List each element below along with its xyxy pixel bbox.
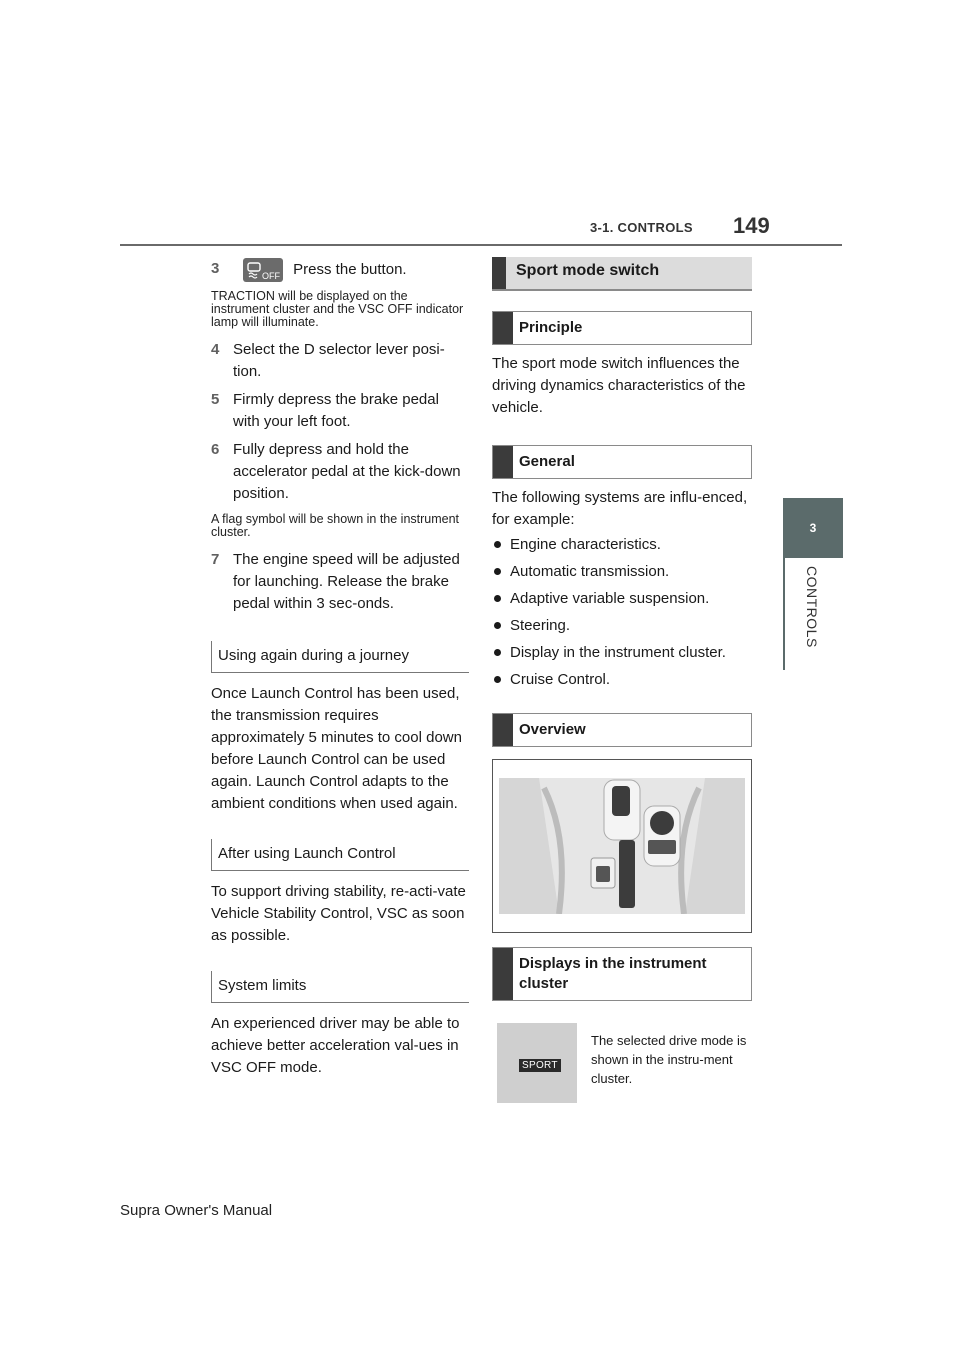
page-number: 149: [733, 213, 770, 238]
heading-marker: [493, 714, 513, 746]
list-item: Engine characteristics.: [492, 531, 752, 558]
section-title-text: Sport mode switch: [516, 262, 660, 279]
influenced-systems-list: [492, 531, 752, 693]
step-text: Select the D selector lever posi-tion.: [233, 341, 445, 380]
section-title-sport-mode: [492, 257, 752, 291]
display-row: [492, 1023, 752, 1103]
step-text: The engine speed will be adjusted for launching. Release the brake pedal within 3 sec-onds.: [233, 551, 460, 612]
overview-figure: [492, 759, 752, 933]
step-6: [211, 439, 469, 505]
heading-principle: [492, 311, 752, 345]
heading-marker: [493, 948, 513, 1000]
note-traction: TRACTION will be displayed on the instrument cluster and the VSC OFF indicator lamp will illuminate.: [211, 289, 464, 329]
section-header: 3-1. CONTROLS: [590, 220, 693, 235]
heading-marker: [493, 446, 513, 478]
chapter-tab-number: 3: [783, 498, 843, 558]
step-number: 7: [211, 551, 220, 568]
vsc-off-icon-label: OFF: [262, 271, 280, 281]
heading-text: Principle: [519, 319, 583, 336]
subheading-system-limits: System limits: [211, 971, 469, 1003]
footer-manual-name: Supra Owner's Manual: [120, 1202, 273, 1219]
heading-general: [492, 445, 752, 479]
instrument-cluster-image: [497, 1023, 577, 1103]
step-number: 4: [211, 341, 220, 358]
header-rule: [120, 244, 842, 246]
center-console-image: [499, 778, 745, 914]
list-item: Automatic transmission.: [492, 558, 752, 585]
step-number: 3: [211, 260, 220, 277]
step-4: [211, 339, 469, 383]
heading-displays: [492, 947, 752, 1001]
sport-mode-badge: SPORT: [519, 1059, 561, 1072]
paragraph-principle: The sport mode switch influences the driving dynamics characteristics of the vehicle.: [492, 355, 746, 416]
heading-text: General: [519, 453, 575, 470]
list-item: Display in the instrument cluster.: [492, 639, 752, 666]
heading-marker: [493, 312, 513, 344]
vsc-off-button-icon: [243, 258, 283, 282]
step-5: [211, 389, 469, 433]
display-description: The selected drive mode is shown in the instru-ment cluster.: [591, 1033, 747, 1086]
chapter-tab-label: CONTROLS: [804, 566, 820, 648]
step-7: [211, 549, 469, 615]
section-title-marker: [492, 257, 506, 289]
step-number: 5: [211, 391, 220, 408]
heading-overview: [492, 713, 752, 747]
note-flag-symbol: A flag symbol will be shown in the instrument cluster.: [211, 512, 460, 539]
paragraph-general: The following systems are influ-enced, for example:: [492, 489, 748, 528]
center-console-illustration: [499, 778, 745, 914]
step-text: Press the button.: [293, 260, 407, 278]
subheading-after-using: After using Launch Control: [211, 839, 469, 871]
list-item: Steering.: [492, 612, 752, 639]
paragraph-using-again: Once Launch Control has been used, the transmission requires approximately 5 minutes to cool down before Launch Control can be used again. Launch Control adapts to the ambient conditions when used again.: [211, 685, 462, 812]
subheading-using-again: Using again during a journey: [211, 641, 469, 673]
skid-car-icon: [246, 261, 262, 279]
paragraph-after-using: To support driving stability, re-acti-vate Vehicle Stability Control, VSC as soon as possible.: [211, 883, 466, 944]
heading-text: Displays in the instrument cluster: [519, 955, 707, 992]
step-text: Firmly depress the brake pedal with your left foot.: [233, 391, 439, 430]
list-item: Adaptive variable suspension.: [492, 585, 752, 612]
heading-text: Overview: [519, 721, 586, 738]
step-text: Fully depress and hold the accelerator pedal at the kick-down position.: [233, 441, 461, 502]
left-column: [211, 258, 469, 1079]
step-3: [211, 258, 469, 282]
step-number: 6: [211, 441, 220, 458]
paragraph-system-limits: An experienced driver may be able to achieve better acceleration val-ues in VSC OFF mode.: [211, 1015, 460, 1076]
list-item: Cruise Control.: [492, 666, 752, 693]
right-column: [492, 257, 752, 1103]
